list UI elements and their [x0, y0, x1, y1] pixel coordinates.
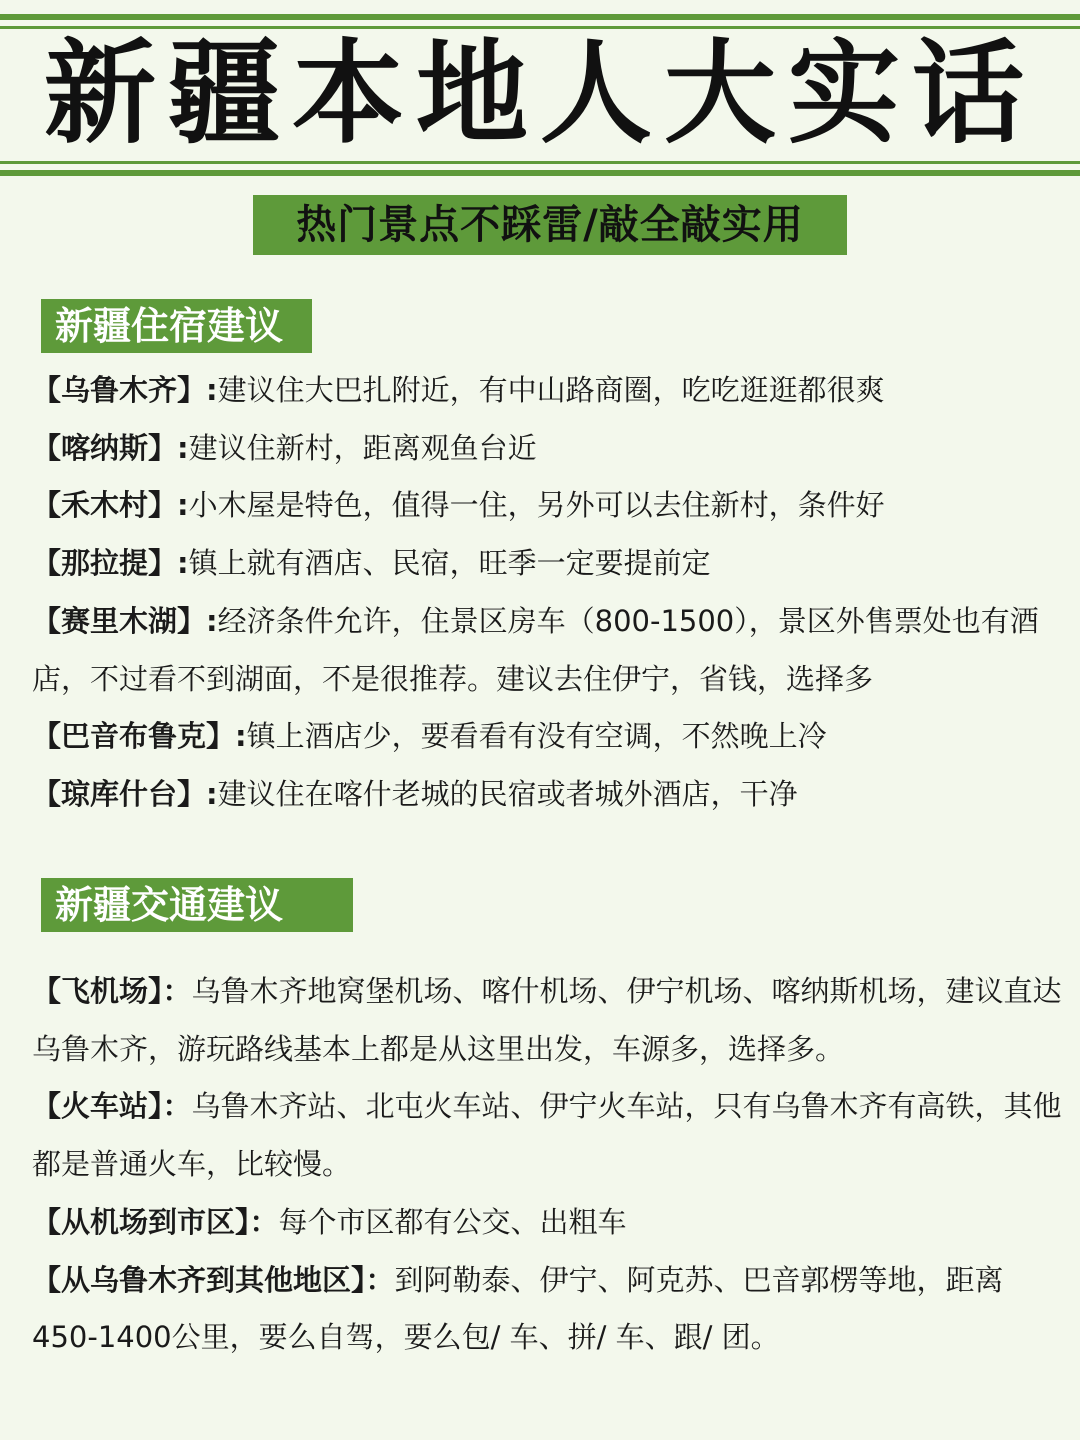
transport-entry: [32, 1252, 1062, 1367]
lodging-entry-separator: :: [206, 373, 218, 407]
top-rule-thick: [0, 14, 1080, 20]
lodging-entry-text: 镇上就有酒店、民宿，旺季一定要提前定: [188, 546, 711, 581]
lodging-entry: [32, 362, 1062, 420]
lodging-entry-key: 【巴音布鲁克】: [32, 719, 236, 754]
lodging-entry-text: 经济条件允许，住景区房车（800-1500），景区外售票处也有酒店，不过看不到湖面，不是很推荐。建议去住伊宁，省钱，选择多: [32, 603, 1039, 696]
transport-entry-text: 乌鲁木齐站、北屯火车站、伊宁火车站，只有乌鲁木齐有高铁，其他都是普通火车，比较慢。: [32, 1089, 1062, 1182]
lodging-entry-separator: :: [206, 776, 218, 811]
transport-entry-text: 每个市区都有公交、出粗车: [278, 1204, 627, 1239]
lodging-entry-text: 建议住大巴扎附近，有中山路商圈，吃吃逛逛都很爽: [217, 373, 885, 407]
transport-entry-key: 【飞机场】: [32, 974, 163, 1008]
lodging-entry-text: 镇上酒店少，要看看有没有空调，不然晚上冷: [246, 719, 827, 754]
transport-section-heading: 新疆交通建议: [41, 878, 353, 932]
lodging-entry-key: 【禾木村】: [32, 488, 178, 523]
lodging-entry: [32, 708, 1062, 766]
lodging-entry-text: 建议住在喀什老城的民宿或者城外酒店，干净: [217, 776, 798, 811]
lodging-entry: [32, 766, 1062, 824]
transport-entry-key: 【从机场到市区】: [32, 1204, 250, 1239]
transport-entry-separator: ：: [365, 1262, 395, 1297]
transport-entry: [32, 963, 1062, 1078]
transport-entry: [32, 1078, 1062, 1193]
title-rule-thick: [0, 170, 1080, 176]
lodging-entry-separator: :: [177, 430, 189, 465]
lodging-entry-key: 【那拉提】: [32, 546, 178, 581]
transport-entry: [32, 1194, 1062, 1252]
lodging-entry-text: 建议住新村，距离观鱼台近: [188, 430, 537, 465]
lodging-entry: [32, 535, 1062, 593]
subtitle-banner: 热门景点不踩雷/敲全敲实用: [253, 195, 847, 255]
lodging-entry-key: 【喀纳斯】: [32, 430, 178, 465]
lodging-entry-separator: :: [235, 719, 247, 754]
transport-entry-separator: ：: [162, 1089, 192, 1124]
transport-entry-text: 到阿勒泰、伊宁、阿克苏、巴音郭楞等地，距离450-1400公里，要么自驾，要么包/ 车、拼/ 车、跟/ 团。: [32, 1262, 1004, 1355]
transport-entry-text: 乌鲁木齐地窝堡机场、喀什机场、伊宁机场、喀纳斯机场，建议直达乌鲁木齐，游玩路线基本上都是从这里出发，车源多，选择多。: [32, 974, 1062, 1066]
lodging-entry: [32, 593, 1062, 708]
lodging-entry: [32, 477, 1062, 535]
lodging-entry-key: 【琼库什台】: [32, 776, 207, 811]
lodging-entry-key: 【乌鲁木齐】: [32, 373, 207, 407]
lodging-entry-separator: :: [177, 546, 189, 581]
lodging-entry-text: 小木屋是特色，值得一住，另外可以去住新村，条件好: [188, 488, 885, 523]
lodging-list: [32, 362, 1062, 824]
lodging-entry-key: 【赛里木湖】: [32, 603, 207, 638]
transport-entry-key: 【从乌鲁木齐到其他地区】: [32, 1262, 366, 1297]
transport-list: [32, 963, 1062, 1367]
lodging-entry-separator: :: [177, 488, 189, 523]
title-rule-thin: [0, 161, 1080, 164]
page-title: 新疆本地人大实话: [44, 29, 1036, 159]
transport-entry-key: 【火车站】: [32, 1089, 163, 1124]
lodging-section-heading: 新疆住宿建议: [41, 299, 312, 353]
transport-entry-separator: ：: [249, 1204, 279, 1239]
lodging-entry: [32, 420, 1062, 478]
transport-entry-separator: ：: [162, 974, 192, 1008]
lodging-entry-separator: :: [206, 603, 218, 638]
